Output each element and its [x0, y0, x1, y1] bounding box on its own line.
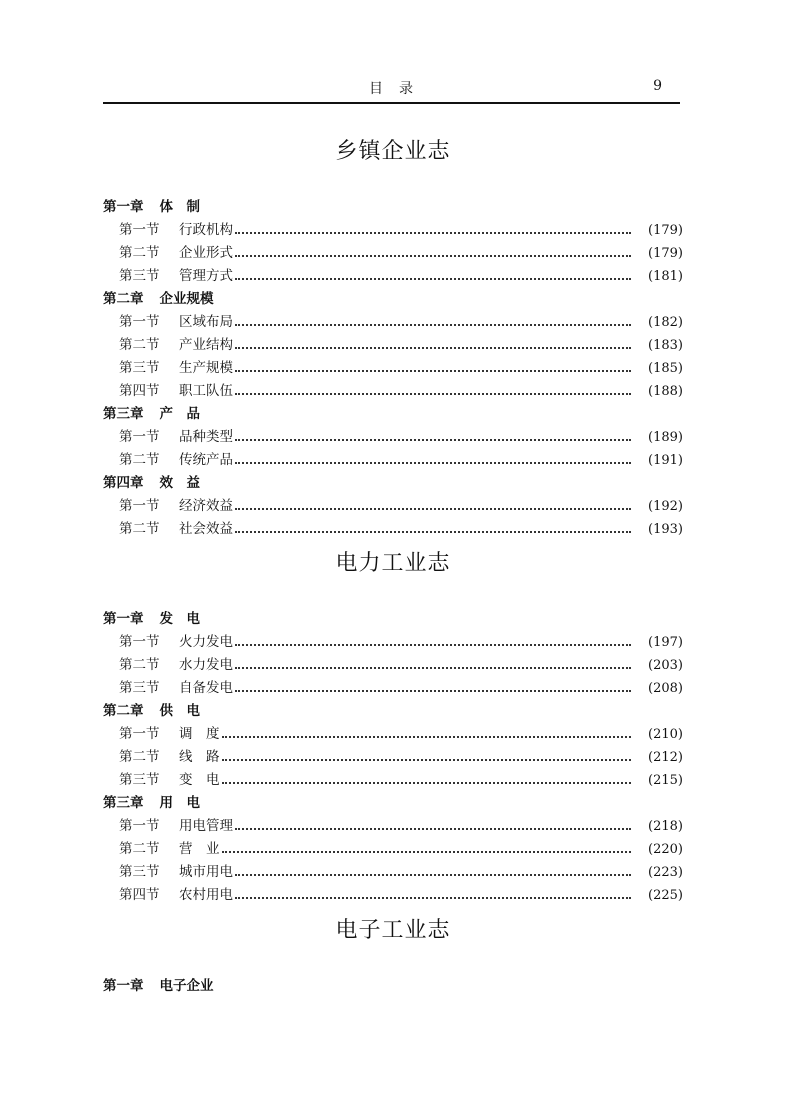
entry-title: 农村用电 [179, 887, 233, 903]
entry-page: (218) [648, 819, 683, 834]
toc-entry[interactable] [103, 334, 683, 357]
entry-title: 火力发电 [179, 634, 233, 650]
entry-page: (225) [648, 888, 683, 903]
entry-title: 行政机构 [179, 222, 233, 238]
chapter-heading[interactable] [103, 196, 683, 219]
entry-page: (197) [648, 635, 683, 650]
toc-entry[interactable] [103, 838, 683, 861]
entry-number: 第三节 [119, 680, 160, 696]
entry-number: 第三节 [119, 772, 160, 788]
chapter-title: 电子企业 [159, 978, 214, 994]
chapter-heading[interactable] [103, 288, 683, 311]
chapter-number: 第四章 [103, 475, 144, 491]
leader-dots [235, 690, 631, 692]
chapter-number: 第二章 [103, 703, 144, 719]
toc-entry[interactable] [103, 746, 683, 769]
entry-title: 经济效益 [179, 498, 233, 514]
entry-page: (183) [648, 338, 683, 353]
toc-entry[interactable] [103, 357, 683, 380]
entry-title: 传统产品 [179, 452, 233, 468]
entry-number: 第四节 [119, 383, 160, 399]
chapter-title: 用 电 [159, 795, 200, 811]
chapter-number: 第三章 [103, 795, 144, 811]
toc-entry[interactable] [103, 311, 683, 334]
entry-number: 第一节 [119, 429, 160, 445]
entry-number: 第二节 [119, 452, 160, 468]
entry-page: (208) [648, 681, 683, 696]
toc-section [103, 137, 683, 541]
leader-dots [235, 255, 631, 257]
chapter-title: 体 制 [159, 199, 200, 215]
leader-dots [235, 874, 631, 876]
leader-dots [235, 897, 631, 899]
entry-title: 产业结构 [179, 337, 233, 353]
entry-page: (179) [648, 246, 683, 261]
leader-dots [235, 347, 631, 349]
entry-page: (215) [648, 773, 683, 788]
entry-title: 调 度 [179, 726, 220, 742]
entry-number: 第二节 [119, 841, 160, 857]
chapter-title: 产 品 [159, 406, 200, 422]
toc-entry[interactable] [103, 677, 683, 700]
entry-page: (220) [648, 842, 683, 857]
toc-entry[interactable] [103, 449, 683, 472]
section-spacer [103, 946, 683, 975]
running-header [103, 74, 680, 104]
entry-number: 第一节 [119, 726, 160, 742]
entry-page: (188) [648, 384, 683, 399]
leader-dots [235, 439, 631, 441]
entry-number: 第一节 [119, 498, 160, 514]
toc-entry[interactable] [103, 769, 683, 792]
entry-title: 企业形式 [179, 245, 233, 261]
entry-number: 第三节 [119, 268, 160, 284]
toc-entry[interactable] [103, 861, 683, 884]
leader-dots [235, 370, 631, 372]
entry-page: (181) [648, 269, 683, 284]
leader-dots [235, 508, 631, 510]
entry-number: 第三节 [119, 864, 160, 880]
entry-title: 管理方式 [179, 268, 233, 284]
leader-dots [235, 531, 631, 533]
entry-page: (189) [648, 430, 683, 445]
chapter-heading[interactable] [103, 792, 683, 815]
entry-page: (210) [648, 727, 683, 742]
entry-page: (212) [648, 750, 683, 765]
section-spacer [103, 579, 683, 608]
entry-number: 第一节 [119, 314, 160, 330]
toc-entry[interactable] [103, 495, 683, 518]
entry-number: 第二节 [119, 749, 160, 765]
entry-title: 区域布局 [179, 314, 233, 330]
entry-title: 营 业 [179, 841, 220, 857]
leader-dots [235, 462, 631, 464]
entry-title: 水力发电 [179, 657, 233, 673]
entry-title: 城市用电 [179, 864, 233, 880]
leader-dots [235, 667, 631, 669]
entry-title: 社会效益 [179, 521, 233, 537]
entry-number: 第三节 [119, 360, 160, 376]
section-title: 电力工业志 [335, 551, 451, 576]
leader-dots [235, 644, 631, 646]
chapter-heading[interactable] [103, 403, 683, 426]
leader-dots [235, 324, 631, 326]
entry-title: 用电管理 [179, 818, 233, 834]
toc-section [103, 549, 683, 907]
chapter-title: 效 益 [159, 475, 200, 491]
entry-number: 第二节 [119, 521, 160, 537]
leader-dots [235, 278, 631, 280]
chapter-number: 第一章 [103, 199, 144, 215]
header-title: 目 录 [369, 81, 414, 97]
section-spacer [103, 167, 683, 196]
toc-entry[interactable] [103, 219, 683, 242]
toc-entry[interactable] [103, 518, 683, 541]
entry-title: 品种类型 [179, 429, 233, 445]
entry-page: (203) [648, 658, 683, 673]
entry-page: (179) [648, 223, 683, 238]
entry-number: 第四节 [119, 887, 160, 903]
chapter-heading[interactable] [103, 608, 683, 631]
leader-dots [222, 736, 632, 738]
toc-entry[interactable] [103, 265, 683, 288]
entry-number: 第一节 [119, 818, 160, 834]
entry-page: (192) [648, 499, 683, 514]
entry-page: (193) [648, 522, 683, 537]
chapter-title: 发 电 [159, 611, 200, 627]
chapter-number: 第一章 [103, 978, 144, 994]
leader-dots [222, 851, 632, 853]
section-title: 乡镇企业志 [335, 139, 451, 164]
entry-page: (223) [648, 865, 683, 880]
toc-entry[interactable] [103, 242, 683, 265]
chapter-number: 第一章 [103, 611, 144, 627]
toc-section [103, 916, 683, 998]
chapter-number: 第三章 [103, 406, 144, 422]
entry-title: 自备发电 [179, 680, 233, 696]
leader-dots [222, 782, 632, 784]
entry-number: 第一节 [119, 222, 160, 238]
entry-page: (182) [648, 315, 683, 330]
toc-entry[interactable] [103, 426, 683, 449]
leader-dots [235, 393, 631, 395]
entry-title: 职工队伍 [179, 383, 233, 399]
leader-dots [222, 759, 632, 761]
entry-title: 变 电 [179, 772, 220, 788]
entry-number: 第二节 [119, 337, 160, 353]
entry-title: 线 路 [179, 749, 220, 765]
entry-page: (191) [648, 453, 683, 468]
chapter-heading[interactable] [103, 700, 683, 723]
section-title: 电子工业志 [335, 918, 451, 943]
toc-entry[interactable] [103, 723, 683, 746]
toc-entry[interactable] [103, 815, 683, 838]
toc-entry[interactable] [103, 884, 683, 907]
toc-entry[interactable] [103, 380, 683, 403]
chapter-number: 第二章 [103, 291, 144, 307]
header-page-number: 9 [653, 78, 662, 94]
entry-title: 生产规模 [179, 360, 233, 376]
chapter-heading[interactable] [103, 975, 683, 998]
chapter-title: 企业规模 [159, 291, 214, 307]
chapter-title: 供 电 [159, 703, 200, 719]
entry-number: 第一节 [119, 634, 160, 650]
leader-dots [235, 828, 631, 830]
chapter-heading[interactable] [103, 472, 683, 495]
toc-entry[interactable] [103, 631, 683, 654]
entry-number: 第二节 [119, 657, 160, 673]
entry-page: (185) [648, 361, 683, 376]
toc-entry[interactable] [103, 654, 683, 677]
entry-number: 第二节 [119, 245, 160, 261]
leader-dots [235, 232, 631, 234]
